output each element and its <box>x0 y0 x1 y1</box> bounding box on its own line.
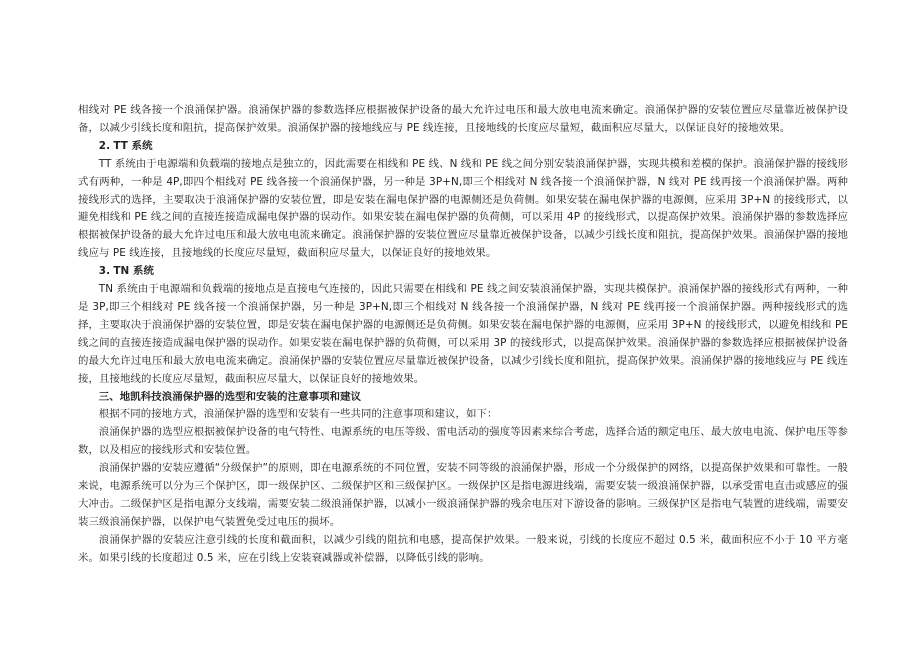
section-heading <box>78 389 848 407</box>
document-body <box>78 102 848 568</box>
body-paragraph: 浪涌保护器的安装应遵循“分级保护”的原则，即在电源系统的不同位置，安装不同等级的浪涌保护器，形成一个分级保护的网络，以提高保护效果和可靠性。一般来说，电源系统可以分为三个保护区，即一级保护区、二级保护区和三级保护区。一级保护区是指电源进线端，需要安装一级浪涌保护器，以承受雷电直击或感应的强大冲击。二级保护区是指电源分支线端，需要安装二级浪涌保护器，以减小一级浪涌保护器的残余电压对下游设备的影响。三级保护区是指电气装置的进线端，需要安装三级浪涌保护器，以保护电气装置免受过电压的损坏。 <box>78 462 848 528</box>
heading-text: TN 系统 <box>113 265 155 278</box>
body-paragraph: TT 系统由于电源端和负载端的接地点是独立的，因此需要在相线和 PE 线、N 线和 PE 线之间分别安装浪涌保护器，实现共模和差模的保护。浪涌保护器的接线形式有两种，一种是 4P,即四个相线对 PE 线各接一个浪涌保护器，另一种是 3P+N,即三个相线对 N 线各接一个浪涌保护器，N 线对 PE 线再接一个浪涌保护器。两种接线形式的选择，主要取决于浪涌保护器的安装位置，即是安装在漏电保护器的电源侧还是负荷侧。如果安装在漏电保护器的电源侧，应采用 3P+N 的接线形式，以避免相线和 PE 线之间的直接连接造成漏电保护器的误动作。如果安装在漏电保护器的负荷侧，可以采用 4P 的接线形式，以提高保护效果。浪涌保护器的参数选择应根据被保护设备的最大允许过电压和最大放电电流来确定。浪涌保护器的安装位置应尽量靠近被保护设备，以减少引线长度和阻抗，提高保护效果。浪涌保护器的接地线应与 PE 线连接，且接地线的长度应尽量短，截面积应尽量大，以保证良好的接地效果。 <box>78 157 848 260</box>
section-heading <box>78 138 848 156</box>
heading-number: 2. <box>98 139 111 152</box>
body-paragraph: 根据不同的接地方式，浪涌保护器的选型和安装有一些共同的注意事项和建议，如下： <box>98 408 498 421</box>
body-paragraph: 相线对 PE 线各接一个浪涌保护器。浪涌保护器的参数选择应根据被保护设备的最大允许过电压和最大放电电流来确定。浪涌保护器的安装位置应尽量靠近被保护设备，以减少引线长度和阻抗，提高保护效果。浪涌保护器的接地线应与 PE 线连接，且接地线的长度应尽量短，截面积应尽量大，以保证良好的接地效果。 <box>78 104 848 134</box>
heading-text: TT 系统 <box>113 139 153 152</box>
heading-number: 3. <box>98 265 111 278</box>
section-heading <box>78 263 848 281</box>
heading-text: 三、地凯科技浪涌保护器的选型和安装的注意事项和建议 <box>98 390 362 403</box>
body-paragraph: 浪涌保护器的选型应根据被保护设备的电气特性、电源系统的电压等级、雷电活动的强度等因素来综合考虑，选择合适的额定电压、最大放电电流、保护电压等参数，以及相应的接线形式和安装位置。 <box>78 426 848 457</box>
body-paragraph: TN 系统由于电源端和负载端的接地点是直接电气连接的，因此只需要在相线和 PE 线之间安装浪涌保护器，实现共模保护。浪涌保护器的接线形式有两种，一种是 3P,即三个相线对 PE 线各接一个浪涌保护器，另一种是 3P+N,即三个相线对 N 线各接一个浪涌保护器，N 线对 PE 线再接一个浪涌保护器。两种接线形式的选择，主要取决于浪涌保护器的安装位置，即是安装在漏电保护器的电源侧还是负荷侧。如果安装在漏电保护器的电源侧，应采用 3P+N 的接线形式，以避免相线和 PE 线之间的直接连接造成漏电保护器的误动作。如果安装在漏电保护器的负荷侧，可以采用 3P 的接线形式，以提高保护效果。浪涌保护器的参数选择应根据被保护设备的最大允许过电压和最大放电电流来确定。浪涌保护器的安装位置应尽量靠近被保护设备，以减少引线长度和阻抗，提高保护效果。浪涌保护器的接地线应与 PE 线连接，且接地线的长度应尽量短，截面积应尽量大，以保证良好的接地效果。 <box>78 283 848 385</box>
body-paragraph: 浪涌保护器的安装应注意引线的长度和截面积，以减少引线的阻抗和电感，提高保护效果。一般来说，引线的长度应不超过 0.5 米，截面积应不小于 10 平方毫米。如果引线的长度超过 0.5 米，应在引线上安装衰减器或补偿器，以降低引线的影响。 <box>78 533 848 564</box>
